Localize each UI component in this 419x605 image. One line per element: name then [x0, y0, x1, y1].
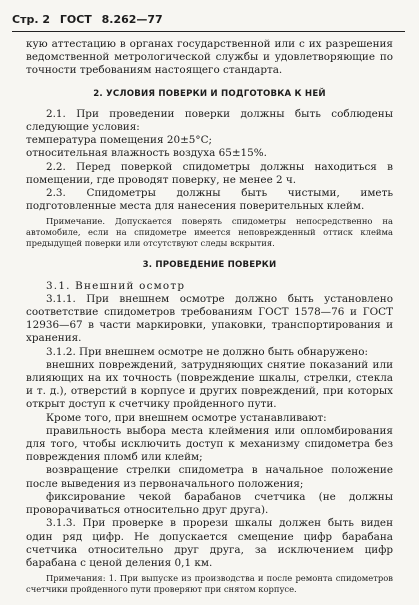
standard-label: ГОСТ — [59, 13, 92, 26]
paragraph-2-1-a: температура помещения 20±5°С; — [26, 134, 213, 147]
section-2-title: 2. УСЛОВИЯ ПОВЕРКИ И ПОДГОТОВКА К НЕЙ — [93, 88, 326, 99]
intro-paragraph: кую аттестацию в органах государственной или с их разрешения ведомственной метрологической службы и удовлетворяющие по точности требованиям настоящего стандарта. — [26, 38, 393, 77]
paragraph-3-1-2-a: внешних повреждений, затрудняющих снятие показаний или влияющих на их точность (повреждение шкалы, стрелки, стекла и т. д.), отверстий в корпусе и других повреждений, при которых открыт доступ к счетчику пройденного пути. — [26, 358, 393, 411]
subsection-3-1: 3.1. Внешний осмотр — [46, 279, 186, 292]
paragraph-2-1: 2.1. При проведении поверки должны быть соблюдены следующие условия: — [26, 107, 393, 134]
section-3-title: 3. ПРОВЕДЕНИЕ ПОВЕРКИ — [142, 260, 277, 271]
page-header — [12, 9, 405, 32]
note-2: Примечания: 1. При выпуске из производства и после ремонта спидометров счетчики пройденного пути проверяют при снятом корпусе. — [26, 573, 393, 595]
paragraph-3-1-2-d: возвращение стрелки спидометра в начальное положение после выведения из первоначального положения; — [26, 464, 393, 490]
paragraph-3-1-2-b: Кроме того, при внешнем осмотре устанавливают: — [46, 411, 327, 424]
note-1: Примечание. Допускается поверять спидометры непосредственно на автомобиле, если на спидометре имеется неповрежденный оттиск клейма предыдущей поверки или отсутствуют следы вскрытия. — [26, 216, 393, 249]
paragraph-2-2: 2.2. Перед поверкой спидометры должны находиться в помещении, где проводят поверку, не менее 2 ч. — [26, 160, 393, 186]
paragraph-2-1-b: относительная влажность воздуха 65±15%. — [26, 147, 267, 160]
paragraph-3-1-2-e: фиксирование чекой барабанов счетчика (не должны проворачиваться относительно друг друга). — [26, 490, 393, 517]
paragraph-3-1-2: 3.1.2. При внешнем осмотре не должно быть обнаружено: — [46, 345, 368, 358]
paragraph-2-3: 2.3. Спидометры должны быть чистыми, иметь подготовленные места для нанесения поверительных клейм. — [26, 187, 393, 213]
document-body — [26, 38, 393, 595]
paragraph-3-1-2-c: правильность выбора места клеймения или опломбирования для того, чтобы исключить доступ к механизму спидометра без повреждения пломб или клейм; — [26, 424, 393, 464]
paragraph-3-1-1: 3.1.1. При внешнем осмотре должно быть установлено соответствие спидометров требованиям ГОСТ 1578—76 и ГОСТ 12936—67 в части маркировки, упаковки, транспортирования и хранения. — [26, 292, 393, 345]
standard-number: 8.262—77 — [101, 13, 163, 26]
page-number: Стр. 2 — [12, 13, 50, 26]
paragraph-3-1-3: 3.1.3. При проверке в прорези шкалы должен быть виден один ряд цифр. Не допускается смещение цифр барабана счетчика относительно друг друга, за исключением цифр барабана с ценой деления 0,1 км. — [26, 517, 393, 569]
